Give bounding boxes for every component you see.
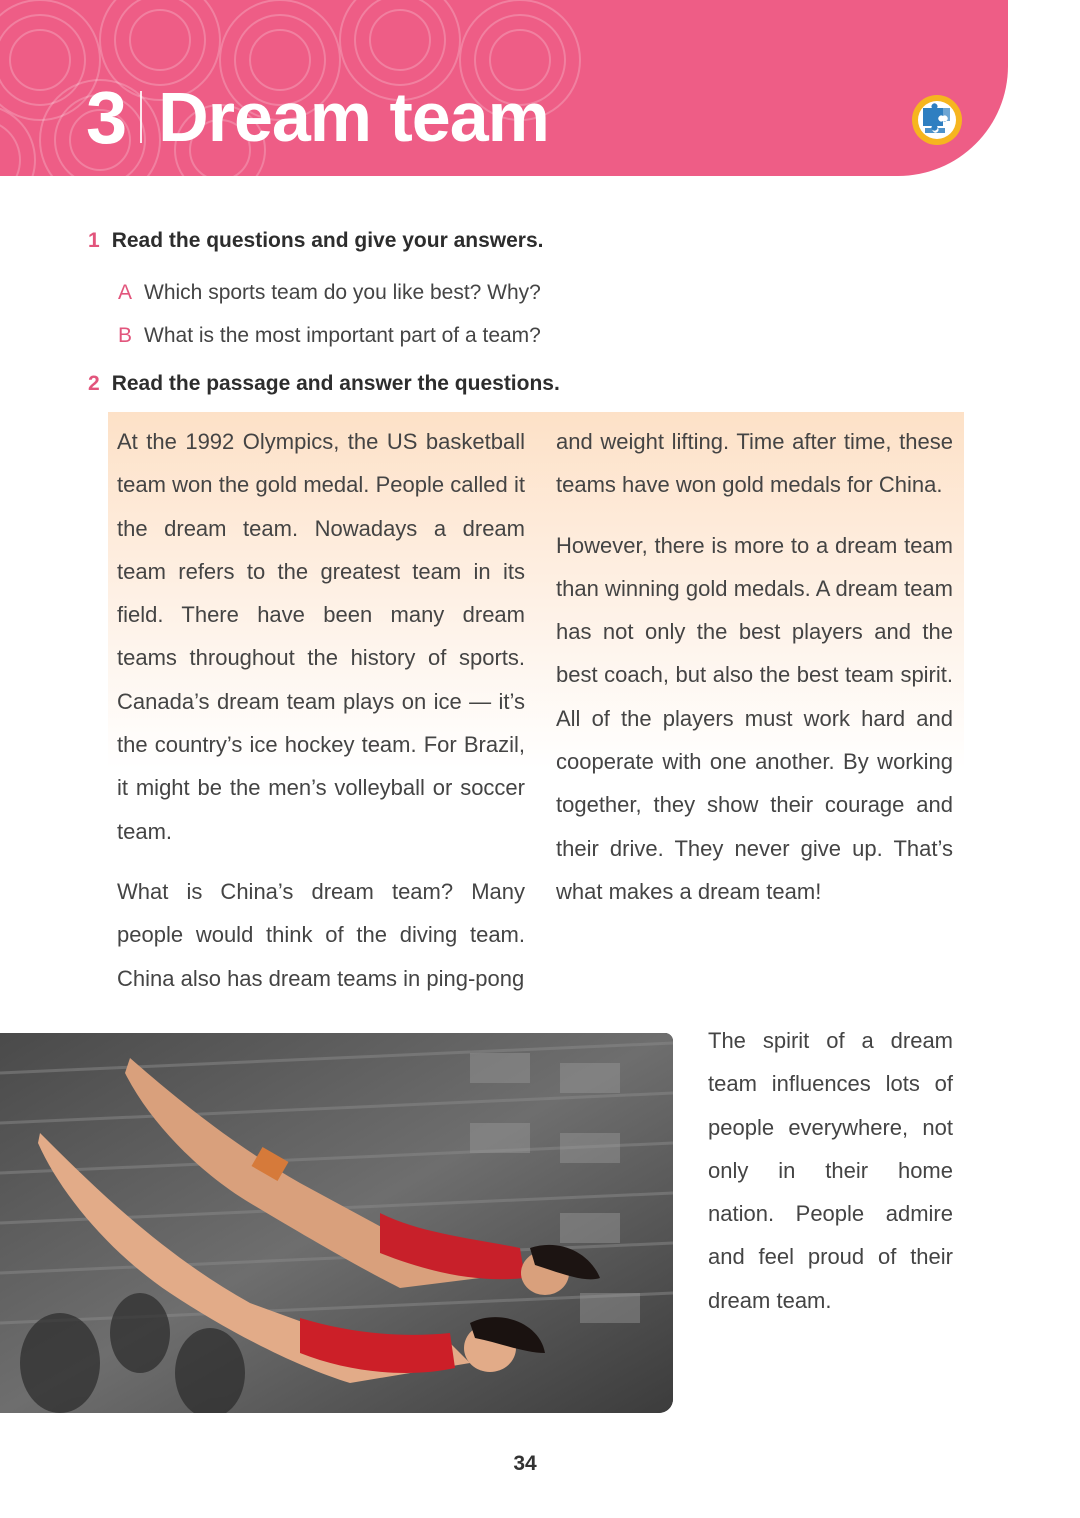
title-divider xyxy=(140,91,142,143)
passage-left-column xyxy=(117,420,525,1000)
question-b xyxy=(118,324,541,348)
task-2-instruction xyxy=(88,372,560,396)
passage-paragraph: and weight lifting. Time after time, these teams have won gold medals for China. xyxy=(556,429,953,498)
unit-title xyxy=(86,72,549,162)
passage-paragraph: The spirit of a dream team influences lots of people everywhere, not only in their home nation. People admire and feel proud of their dream team. xyxy=(708,1028,953,1313)
unit-header-banner xyxy=(0,0,1008,176)
unit-number: 3 xyxy=(86,75,127,159)
task-1-instruction xyxy=(88,229,543,253)
question-a xyxy=(118,281,541,305)
question-letter: B xyxy=(118,324,133,347)
question-text: Which sports team do you like best? Why? xyxy=(144,281,541,304)
synchronized-diving-photo xyxy=(0,1033,673,1413)
task-text: Read the questions and give your answers. xyxy=(111,229,544,252)
photo-side-paragraph-block xyxy=(708,1019,953,1322)
passage-paragraph: At the 1992 Olympics, the US basketball team won the gold medal. People called it the dream team. Nowadays a dream team refers to the greatest team in its field. There have been many dream teams throughout the history of sports. Canada’s dream team plays on ice — it’s the country’s ice hockey team. For Brazil, it might be the men’s volleyball or soccer team. xyxy=(117,429,525,844)
passage-paragraph: What is China’s dream team? Many people would think of the diving team. China also has dream teams in ping-pong xyxy=(117,878,525,991)
task-number: 2 xyxy=(88,372,100,395)
question-letter: A xyxy=(118,281,133,304)
puzzle-icon xyxy=(912,95,962,145)
task-number: 1 xyxy=(88,229,100,252)
unit-name: Dream team xyxy=(158,78,549,156)
task-text: Read the passage and answer the questions. xyxy=(111,372,560,395)
passage-right-column xyxy=(556,420,953,913)
question-text: What is the most important part of a team? xyxy=(144,324,541,347)
passage-paragraph: However, there is more to a dream team than winning gold medals. A dream team has not only the best players and the best coach, but also the best team spirit. All of the players must work hard and cooperate with one another. By working together, they show their courage and their drive. They never give up. That’s what makes a dream team! xyxy=(556,532,953,904)
page-number: 34 xyxy=(513,1452,537,1475)
